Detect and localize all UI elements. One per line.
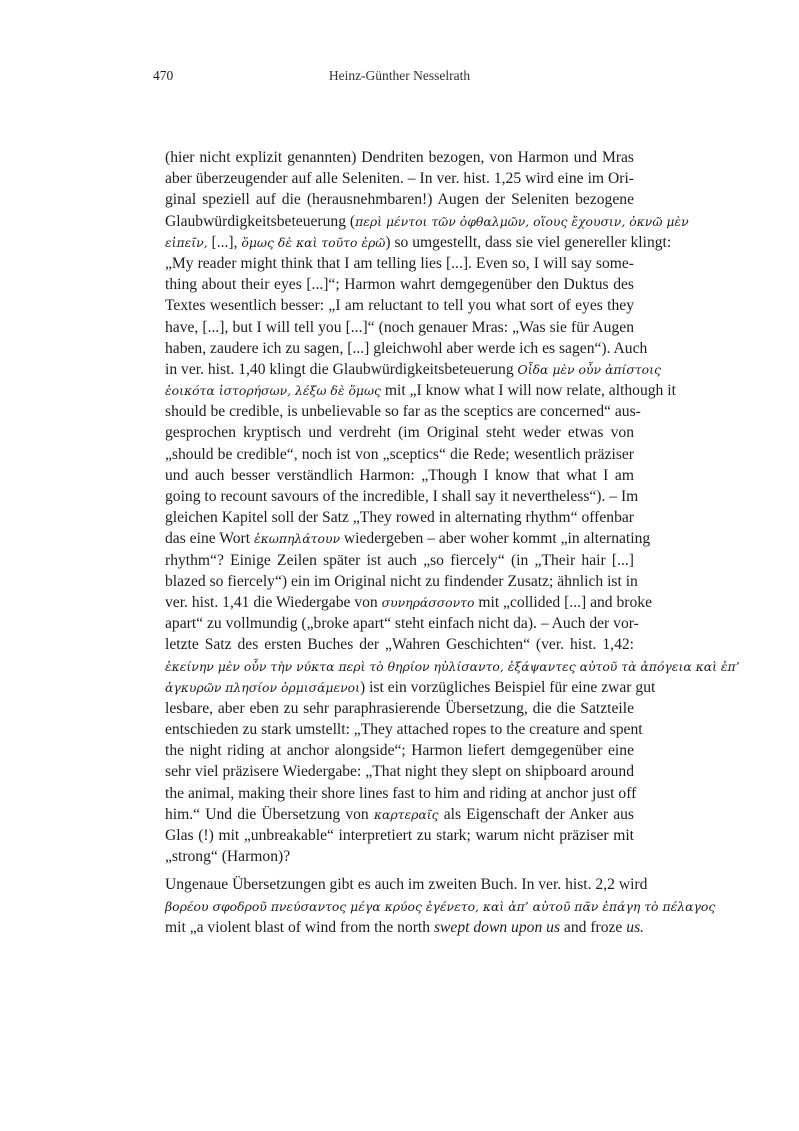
text-segment: Glas (!) mit „unbreakable“ interpretiert zu stark; warum nicht präziser mit <box>165 827 634 844</box>
text-line <box>165 465 634 486</box>
text-line <box>165 825 634 846</box>
text-segment: als Eigenschaft der Anker aus <box>438 805 634 823</box>
body-text <box>165 147 740 938</box>
text-line <box>165 422 634 443</box>
italic-text: us. <box>626 918 645 936</box>
greek-quote: συνηράσσοντο <box>381 594 475 610</box>
text-segment: rhythm“? Einige Zeilen später ist auch „so fiercely“ (in „Their hair [...] <box>165 551 634 569</box>
text-segment: ) ist ein vorzügliches Beispiel für eine zwar gut <box>360 678 656 696</box>
text-segment: das eine Wort <box>165 530 254 548</box>
text-segment: apart“ zu vollmundig („broke apart“ steht einfach nicht da). – Auch der vor- <box>165 615 639 633</box>
text-line <box>165 719 643 740</box>
text-segment: in ver. hist. 1,40 klingt die Glaubwürdigkeitsbeteuerung <box>165 360 518 378</box>
greek-quote: Οἶδα μὲν οὖν ἀπίστοις <box>517 361 661 377</box>
text-segment: mit „collided [...] and broke <box>474 593 653 611</box>
text-segment: „should be credible“, noch ist von „sceptics“ die Rede; wesentlich präziser <box>165 445 634 463</box>
text-line <box>165 359 661 380</box>
text-segment: Ungenaue Übersetzungen gibt es auch im zweiten Buch. In ver. hist. 2,2 wird <box>165 876 648 894</box>
text-line <box>165 486 639 507</box>
text-segment: blazed so fiercely“) ein im Original nicht zu findender Zusatz; ähnlich ist in <box>165 572 638 590</box>
text-segment: „My reader might think that I am telling lies [...]. Even so, I will say some- <box>165 254 634 272</box>
text-segment: „strong“ (Harmon)? <box>165 848 291 866</box>
greek-quote: ἀγκυρῶν πλησίον ὁρμισάμενοι <box>165 679 360 695</box>
text-line <box>165 740 634 761</box>
text-segment: gleichen Kapitel soll der Satz „They rowed in alternating rhythm“ offenbar <box>165 509 634 527</box>
text-segment: ginal speziell auf die (herausnehmbaren!) Augen der Seleniten bezogene <box>165 191 634 209</box>
text-segment: the night riding at anchor alongside“; Harmon liefert demgegenüber eine <box>165 742 634 760</box>
text-line <box>165 232 672 253</box>
text-segment: Textes wesentlich besser: „I am reluctant to tell you what sort of eyes they <box>165 297 634 315</box>
text-line <box>165 401 641 422</box>
text-segment: und auch besser verständlich Harmon: „Though I know that what I am <box>165 466 634 484</box>
text-segment: him.“ Und die Übersetzung von <box>165 805 374 823</box>
text-line <box>165 211 689 232</box>
text-segment: entschieden zu stark umstellt: „They attached ropes to the creature and spent <box>165 721 643 739</box>
text-line <box>165 571 638 592</box>
text-segment: ver. hist. 1,41 die Wiedergabe von <box>165 593 382 611</box>
text-line <box>165 896 716 917</box>
text-segment: sehr viel präzisere Wiedergabe: „That night they slept on shipboard around <box>165 763 634 781</box>
text-line <box>165 317 634 338</box>
text-line <box>165 656 740 677</box>
text-line <box>165 846 634 867</box>
text-segment: wiedergeben – aber woher kommt „in alternating <box>340 530 651 548</box>
text-line <box>165 677 656 698</box>
text-segment: going to recount savours of the incredible, I shall say it nevertheless“). – Im <box>165 488 639 505</box>
greek-quote: ὅμως δὲ καὶ τοῦτο ἐρῶ <box>241 234 386 250</box>
text-segment: lesbare, aber eben zu sehr paraphrasierende Übersetzung, die die Satzteile <box>165 699 634 717</box>
text-segment: gesprochen kryptisch und verdreht (im Original steht weder etwas von <box>165 424 634 442</box>
greek-quote: καρτεραῖς <box>373 806 439 822</box>
running-head: Heinz-Günther Nesselrath <box>328 68 471 83</box>
text-segment: haben, zaudere ich zu sagen, [...] gleichwohl aber werde ich es sagen“). Auch <box>165 339 648 357</box>
text-segment: mit „a violent blast of wind from the north <box>165 918 434 936</box>
paragraph <box>165 147 740 867</box>
greek-quote: ἐκείνην μὲν οὖν τὴν νύκτα περὶ τὸ θηρίον ηὐλίσαντο, ἐξάψαντες αὐτοῦ τὰ ἀπόγεια καὶ ἐπ’ <box>165 658 740 674</box>
text-segment: aber überzeugender auf alle Seleniten. – In ver. hist. 1,25 wird eine im Ori- <box>165 170 634 188</box>
text-segment: should be credible, is unbelievable so far as the sceptics are concerned“ aus- <box>165 403 641 421</box>
italic-text: swept down upon us <box>433 918 561 936</box>
text-segment: the animal, making their shore lines fast to him and riding at anchor just off <box>165 784 637 802</box>
text-line <box>165 253 634 274</box>
paragraph <box>165 874 716 938</box>
text-line <box>165 613 639 634</box>
text-line <box>165 634 634 655</box>
text-segment: thing about their eyes [...]“; Harmon wahrt demgegenüber den Duktus des <box>165 276 634 294</box>
paragraph-gap <box>165 867 634 874</box>
text-line <box>165 783 637 804</box>
text-line <box>165 507 634 528</box>
text-line <box>165 917 645 938</box>
text-line <box>165 592 653 613</box>
text-line <box>165 804 634 825</box>
text-segment: Glaubwürdigkeitsbeteuerung ( <box>165 212 356 230</box>
text-line <box>165 168 634 189</box>
text-line <box>165 698 634 719</box>
text-segment: (hier nicht explizit genannten) Dendriten bezogen, von Harmon und Mras <box>165 149 634 166</box>
text-segment: [...], <box>207 233 242 251</box>
text-line <box>165 295 634 316</box>
text-line <box>165 550 634 571</box>
text-segment: letzte Satz des ersten Buches der „Wahren Geschichten“ (ver. hist. 1,42: <box>165 636 634 654</box>
text-line <box>165 147 634 168</box>
text-line <box>165 380 676 401</box>
text-line <box>165 189 634 210</box>
greek-quote: ἐοικότα ἱστορήσων, λέξω δὲ ὅμως <box>165 383 381 399</box>
greek-quote: βορέου σφοδροῦ πνεύσαντος μέγα κρύος ἐγένετο, καὶ ἀπ’ αὐτοῦ πᾶν ἐπάγη τὸ πέλαγος <box>165 898 716 914</box>
text-line <box>165 274 634 295</box>
greek-quote: ἐκωπηλάτουν <box>253 531 341 547</box>
text-line <box>165 874 648 895</box>
text-segment: mit „I know what I will now relate, although it <box>381 382 676 400</box>
text-segment: and froze <box>560 918 627 936</box>
text-line <box>165 444 634 465</box>
text-segment: have, [...], but I will tell you [...]“ (noch genauer Mras: „Was sie für Augen <box>165 318 634 336</box>
page-number: 470 <box>153 68 174 83</box>
greek-quote: περὶ μέντοι τῶν ὀφθαλμῶν, οἵους ἔχουσιν, ὀκνῶ μὲν <box>355 213 689 229</box>
text-segment: ) so umgestellt, dass sie viel genereller klingt: <box>385 233 672 251</box>
text-line <box>165 528 651 549</box>
text-line <box>165 338 648 359</box>
text-line <box>165 761 634 782</box>
greek-quote: εἰπεῖν, <box>165 234 208 250</box>
